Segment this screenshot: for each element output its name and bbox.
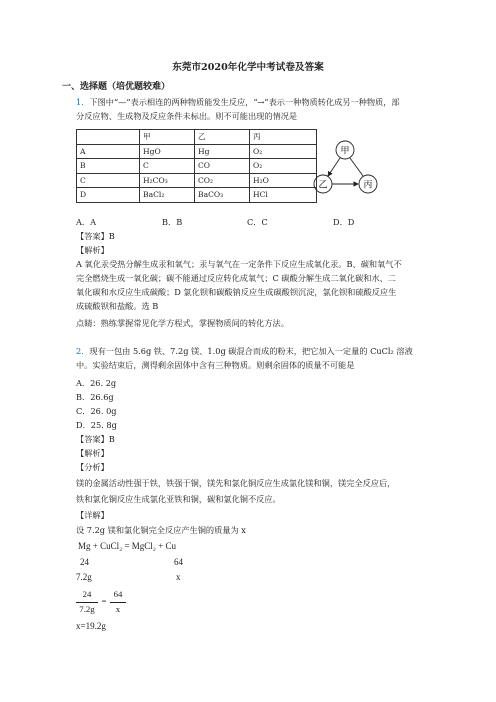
frac-right-bar: [110, 602, 126, 603]
q1-option-a: A．A: [76, 217, 97, 227]
section-heading: 一、选择题（培优题较难）: [62, 82, 171, 92]
table-header-cell: [77, 130, 140, 145]
frac-left-numerator: 24: [82, 589, 92, 599]
q1-analysis-line1: A 氧化汞受热分解生成汞和氧气；汞与氧气在一定条件下反应生成氧化汞。B、碳和氧气不: [76, 259, 402, 269]
table-header-cell: 丙: [250, 130, 317, 145]
q2-fenxi-line1: 镁的金属活动性强于铁，铁强于铜，镁先和氯化铜反应生成氯化镁和铜，镁完全反应后，: [76, 478, 396, 488]
q2-eq-row2-left: 7.2g: [76, 572, 92, 582]
q2-number: 2．: [76, 346, 90, 356]
table-cell: C: [140, 159, 195, 174]
frac-right-numerator: 64: [113, 589, 123, 599]
table-cell: O₂: [250, 159, 317, 174]
node-jia-label: 甲: [340, 146, 350, 157]
q1-table: [76, 129, 317, 203]
q2-result: x=19.2g: [76, 621, 106, 631]
q1-option-c: C．C: [247, 217, 268, 227]
frac-left-denominator: 7.2g: [79, 604, 95, 614]
q2-eq-row1-left: 24: [80, 557, 89, 567]
node-yi-label: 乙: [318, 180, 328, 191]
q2-option-b: B．26.6g: [76, 392, 114, 402]
table-cell: HCl: [250, 188, 317, 203]
q2-fenxi-tag: 【分析】: [76, 462, 109, 472]
page-title: 东莞市2020年化学中考试卷及答案: [172, 62, 324, 73]
table-cell: O₂: [250, 144, 317, 159]
q2-detail-tag: 【详解】: [76, 510, 109, 520]
q1-stem-text1: 下图中“—”表示相连的两种物质能发生反应，“→”表示一种物质转化成另一种物质，部: [89, 97, 400, 107]
q2-answer: 【答案】B: [76, 434, 115, 444]
frac-right-denominator: x: [115, 604, 121, 614]
q1-stem-line2: 分反应物、生成物及反应条件未标出。则不可能出现的情况是: [76, 111, 298, 121]
q2-analysis-tag: 【解析】: [76, 448, 109, 458]
q2-fenxi-line2: 铁和氯化铜反应生成氯化亚铁和铜，碳和氯化铜不反应。: [76, 494, 281, 504]
line-jia-bing: [350, 158, 363, 176]
table-cell: CO: [195, 159, 250, 174]
table-header-row: [77, 130, 317, 145]
reaction-triangle-diagram: [310, 136, 380, 200]
table-cell: CO₂: [195, 173, 250, 188]
table-row: [77, 144, 317, 159]
q2-stem-line2: 中。实验结束后，测得剩余固体中含有三种物质。则剩余固体的质量不可能是: [76, 360, 355, 370]
q1-analysis-line2: 完全燃烧生成一氧化碳；碳不能通过反应转化成氧气；C 碳酸分解生成二氧化碳和水、二: [76, 273, 396, 283]
table-cell: Hg: [195, 144, 250, 159]
table-cell: C: [77, 173, 140, 188]
q2-stem-text1: 现有一包由 5.6g 铁、7.2g 镁、1.0g 碳混合而成的粉末，把它加入一定量的 CuCl₂ 溶液: [89, 346, 413, 356]
q2-option-a: A．26. 2g: [76, 378, 117, 388]
q2-option-d: D．25. 8g: [76, 420, 117, 430]
table-row: [77, 188, 317, 203]
table-row: [77, 173, 317, 188]
table-cell: H₂CO₃: [140, 173, 195, 188]
q1-option-d: D．D: [333, 217, 355, 227]
q1-answer: 【答案】B: [76, 231, 115, 241]
table-header-cell: 乙: [195, 130, 250, 145]
q2-equation: Mg + CuCl₂ = MgCl₂ + Cu: [78, 541, 177, 551]
node-bing-label: 丙: [363, 180, 373, 191]
table-cell: BaCl₂: [140, 188, 195, 203]
q1-analysis-line3: 氧化碳和水反应生成碳酸；D 氯化钡和碳酸钠反应生成碳酸钡沉淀，氯化钡和硫酸反应生: [76, 287, 397, 297]
q2-eq-row1-right: 64: [174, 557, 183, 567]
table-cell: D: [77, 188, 140, 203]
frac-left-bar: [76, 602, 98, 603]
q1-analysis-tag: 【解析】: [76, 245, 109, 255]
table-header-cell: 甲: [140, 130, 195, 145]
q2-detail: 设 7.2g 镁和氯化铜完全反应产生铜的质量为 x: [76, 525, 246, 535]
q2-option-c: C．26. 0g: [76, 406, 117, 416]
arrow-jia-yi: [328, 158, 340, 176]
q1-stem-line1: [76, 97, 400, 108]
table-cell: HgO: [140, 144, 195, 159]
q2-eq-row2-right: x: [176, 572, 181, 582]
q1-number: 1．: [76, 97, 90, 107]
q1-tip: 点睛：熟练掌握常见化学方程式，掌握物质间的转化方法。: [76, 318, 289, 328]
q1-analysis-line4: 成硫酸钡和盐酸。选 B: [76, 301, 159, 311]
table-cell: BaCO₃: [195, 188, 250, 203]
table-cell: A: [77, 144, 140, 159]
q2-stem-line1: [76, 346, 413, 357]
q1-option-b: B．B: [162, 217, 183, 227]
table-cell: H₂O: [250, 173, 317, 188]
table-row: [77, 159, 317, 174]
table-cell: B: [77, 159, 140, 174]
frac-equals: =: [101, 596, 107, 606]
